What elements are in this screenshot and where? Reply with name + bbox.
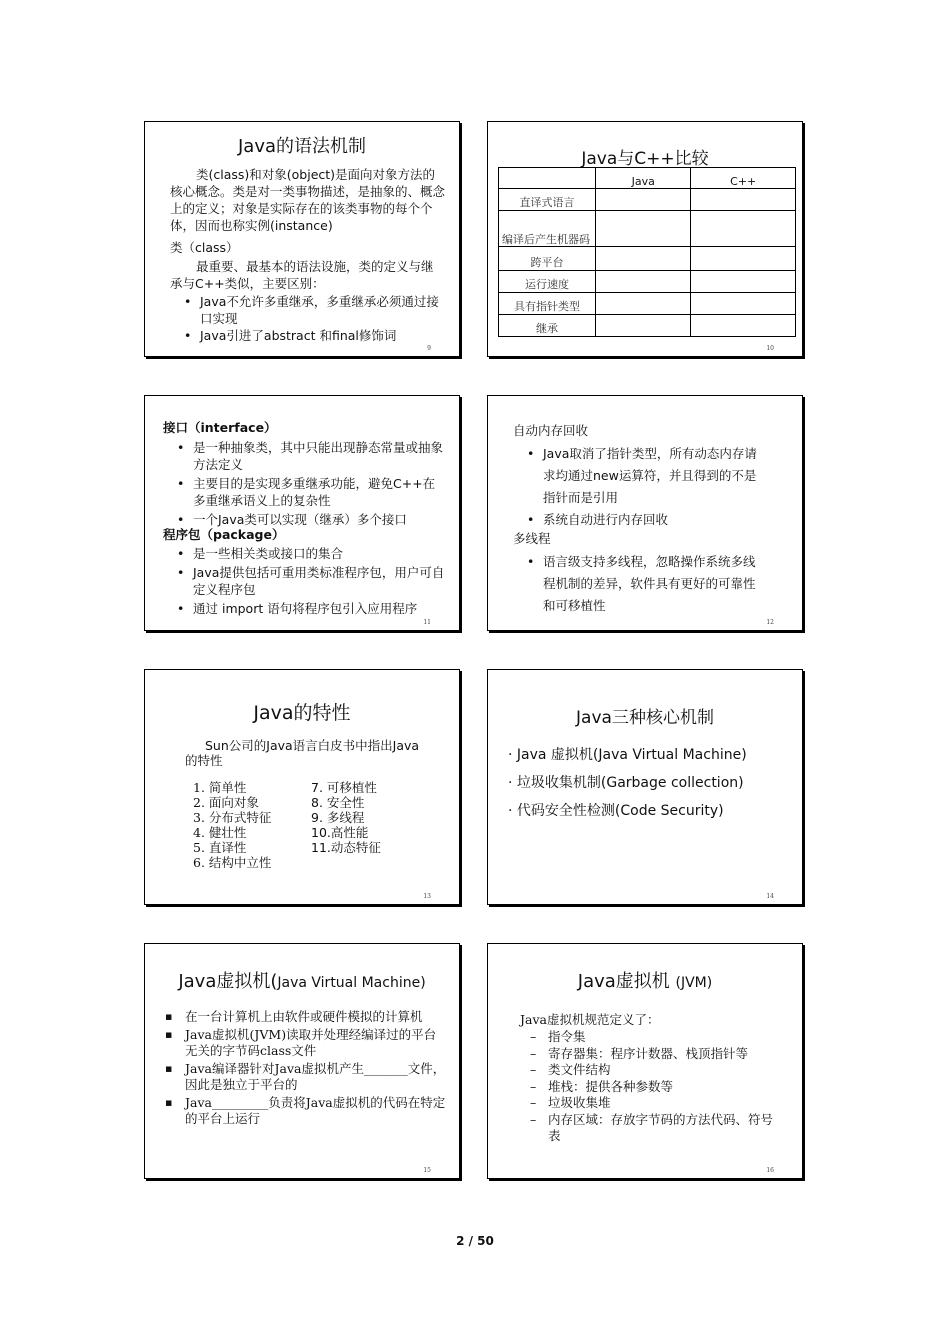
list-item: • 系统自动进行内存回收 bbox=[513, 509, 763, 531]
title-cn: Java虚拟机( bbox=[178, 971, 278, 992]
list-item: 2. 面向对象 bbox=[193, 795, 259, 810]
list-item: • Java不允许多重继承，多重继承必须通过接口实现 bbox=[170, 293, 450, 327]
list-item: – 堆栈：提供各种参数等 bbox=[520, 1079, 782, 1096]
jvm-spec-list bbox=[520, 1029, 782, 1145]
package-list bbox=[163, 545, 445, 617]
slide-title: Java与C++比较 bbox=[581, 149, 709, 169]
core-list bbox=[508, 741, 798, 825]
page-number: 15 bbox=[423, 1167, 431, 1174]
slide-9 bbox=[144, 121, 460, 357]
list-item: • 通过 import 语句将程序包引入应用程序 bbox=[163, 600, 445, 617]
document-page-indicator: 2 / 50 bbox=[456, 1234, 494, 1248]
title-cn: Java虚拟机 bbox=[577, 971, 676, 992]
slide-title: Java三种核心机制 bbox=[576, 708, 714, 728]
package-heading: 程序包（package） bbox=[163, 527, 285, 542]
list-item: 3. 分布式特征 bbox=[193, 810, 272, 825]
list-item: 6. 结构中立性 bbox=[193, 855, 272, 870]
title-en: (JVM) bbox=[675, 975, 713, 991]
list-item: · 垃圾收集机制(Garbage collection) bbox=[508, 775, 744, 791]
slide-title bbox=[488, 967, 802, 993]
list-item: ▪ Java虚拟机(JVM)读取并处理经编译过的平台无关的字节码class文件 bbox=[145, 1027, 447, 1059]
features-right bbox=[311, 780, 381, 855]
table-row-label: 具有指针类型 bbox=[499, 293, 596, 315]
page-number: 13 bbox=[423, 893, 431, 900]
gc-list bbox=[513, 443, 763, 531]
list-item: 9. 多线程 bbox=[311, 810, 365, 825]
table-row-label: 继承 bbox=[499, 315, 596, 337]
list-item: • 主要目的是实现多重继承功能，避免C++在多重继承语义上的复杂性 bbox=[163, 475, 445, 509]
slide-13 bbox=[144, 669, 460, 905]
intro-paragraph: 类(class)和对象(object)是面向对象方法的核心概念。类是对一类事物描述，是抽象的、概念上的定义；对象是实际存在的该类事物的每个个体，因而也称实例(instance) bbox=[170, 167, 446, 233]
jvm-intro: Java虚拟机规范定义了： bbox=[520, 1012, 660, 1027]
slide-14 bbox=[487, 669, 803, 905]
list-item: • 一个Java类可以实现（继承）多个接口 bbox=[163, 511, 445, 528]
list-item: 7. 可移植性 bbox=[311, 780, 377, 795]
slide-11 bbox=[144, 395, 460, 631]
slide-title bbox=[145, 967, 459, 993]
table-header-cpp: C++ bbox=[691, 168, 796, 189]
page-number: 9 bbox=[427, 345, 431, 352]
list-item: 8. 安全性 bbox=[311, 795, 365, 810]
bullet-list bbox=[170, 293, 450, 344]
list-item: · 代码安全性检测(Code Security) bbox=[508, 803, 724, 819]
list-item: 10.高性能 bbox=[311, 825, 369, 840]
table-row-label: 跨平台 bbox=[499, 247, 596, 271]
list-item: – 寄存器集：程序计数器、栈顶指针等 bbox=[520, 1046, 782, 1063]
list-item: 11.动态特征 bbox=[311, 840, 381, 855]
list-item: 5. 直译性 bbox=[193, 840, 247, 855]
thread-heading: 多线程 bbox=[513, 531, 551, 546]
features-left bbox=[193, 780, 271, 870]
table-header-java: Java bbox=[596, 168, 691, 189]
interface-heading: 接口（interface） bbox=[163, 420, 277, 435]
page-number: 10 bbox=[766, 345, 774, 352]
table-row-label: 编译后产生机器码 bbox=[499, 211, 596, 247]
class-body: 最重要、最基本的语法设施，类的定义与继承与C++类似，主要区别： bbox=[170, 259, 434, 291]
thread-list bbox=[513, 551, 763, 617]
list-item: • Java引进了abstract 和final修饰词 bbox=[170, 327, 450, 344]
table-row-label: 运行速度 bbox=[499, 271, 596, 293]
list-item: • 是一种抽象类，其中只能出现静态常量或抽象方法定义 bbox=[163, 439, 445, 473]
page-number: 14 bbox=[766, 893, 774, 900]
slide-16 bbox=[487, 943, 803, 1179]
title-en: Java Virtual Machine) bbox=[277, 975, 426, 991]
page-number: 11 bbox=[423, 619, 431, 626]
page-number: 12 bbox=[766, 619, 774, 626]
slide-12 bbox=[487, 395, 803, 631]
list-item: 1. 简单性 bbox=[193, 780, 247, 795]
gc-heading: 自动内存回收 bbox=[513, 423, 589, 438]
list-item: • 语言级支持多线程，忽略操作系统多线程机制的差异，软件具有更好的可靠性和可移植性 bbox=[513, 551, 763, 617]
list-item: – 指令集 bbox=[520, 1029, 782, 1046]
page-number: 16 bbox=[766, 1167, 774, 1174]
slide-title: Java的语法机制 bbox=[237, 136, 367, 157]
subtitle: Sun公司的Java语言白皮书中指出Java的特性 bbox=[185, 738, 420, 768]
class-heading: 类（class） bbox=[170, 240, 239, 255]
list-item: 4. 健壮性 bbox=[193, 825, 247, 840]
list-item: • Java提供包括可重用类标准程序包，用户可自定义程序包 bbox=[163, 564, 445, 598]
table-header-empty bbox=[499, 168, 596, 189]
slide-title: Java的特性 bbox=[253, 702, 351, 724]
list-item: • 是一些相关类或接口的集合 bbox=[163, 545, 445, 562]
list-item: · Java 虚拟机(Java Virtual Machine) bbox=[508, 747, 747, 763]
list-item: ▪ Java_________负责将Java虚拟机的代码在特定的平台上运行 bbox=[145, 1095, 447, 1127]
list-item: ▪ 在一台计算机上由软件或硬件模拟的计算机 bbox=[145, 1009, 447, 1025]
list-item: – 垃圾收集堆 bbox=[520, 1095, 782, 1112]
list-item: ▪ Java编译器针对Java虚拟机产生_______文件，因此是独立于平台的 bbox=[145, 1061, 447, 1093]
table-row-label: 直译式语言 bbox=[499, 189, 596, 211]
list-item: • Java取消了指针类型，所有动态内存请求均通过new运算符，并且得到的不是指针而是引用 bbox=[513, 443, 763, 509]
slide-10 bbox=[487, 121, 803, 357]
jvm-list bbox=[145, 1009, 447, 1129]
list-item: – 内存区域：存放字节码的方法代码、符号表 bbox=[520, 1112, 782, 1145]
interface-list bbox=[163, 439, 445, 528]
comparison-table bbox=[498, 167, 796, 337]
list-item: – 类文件结构 bbox=[520, 1062, 782, 1079]
slide-15 bbox=[144, 943, 460, 1179]
